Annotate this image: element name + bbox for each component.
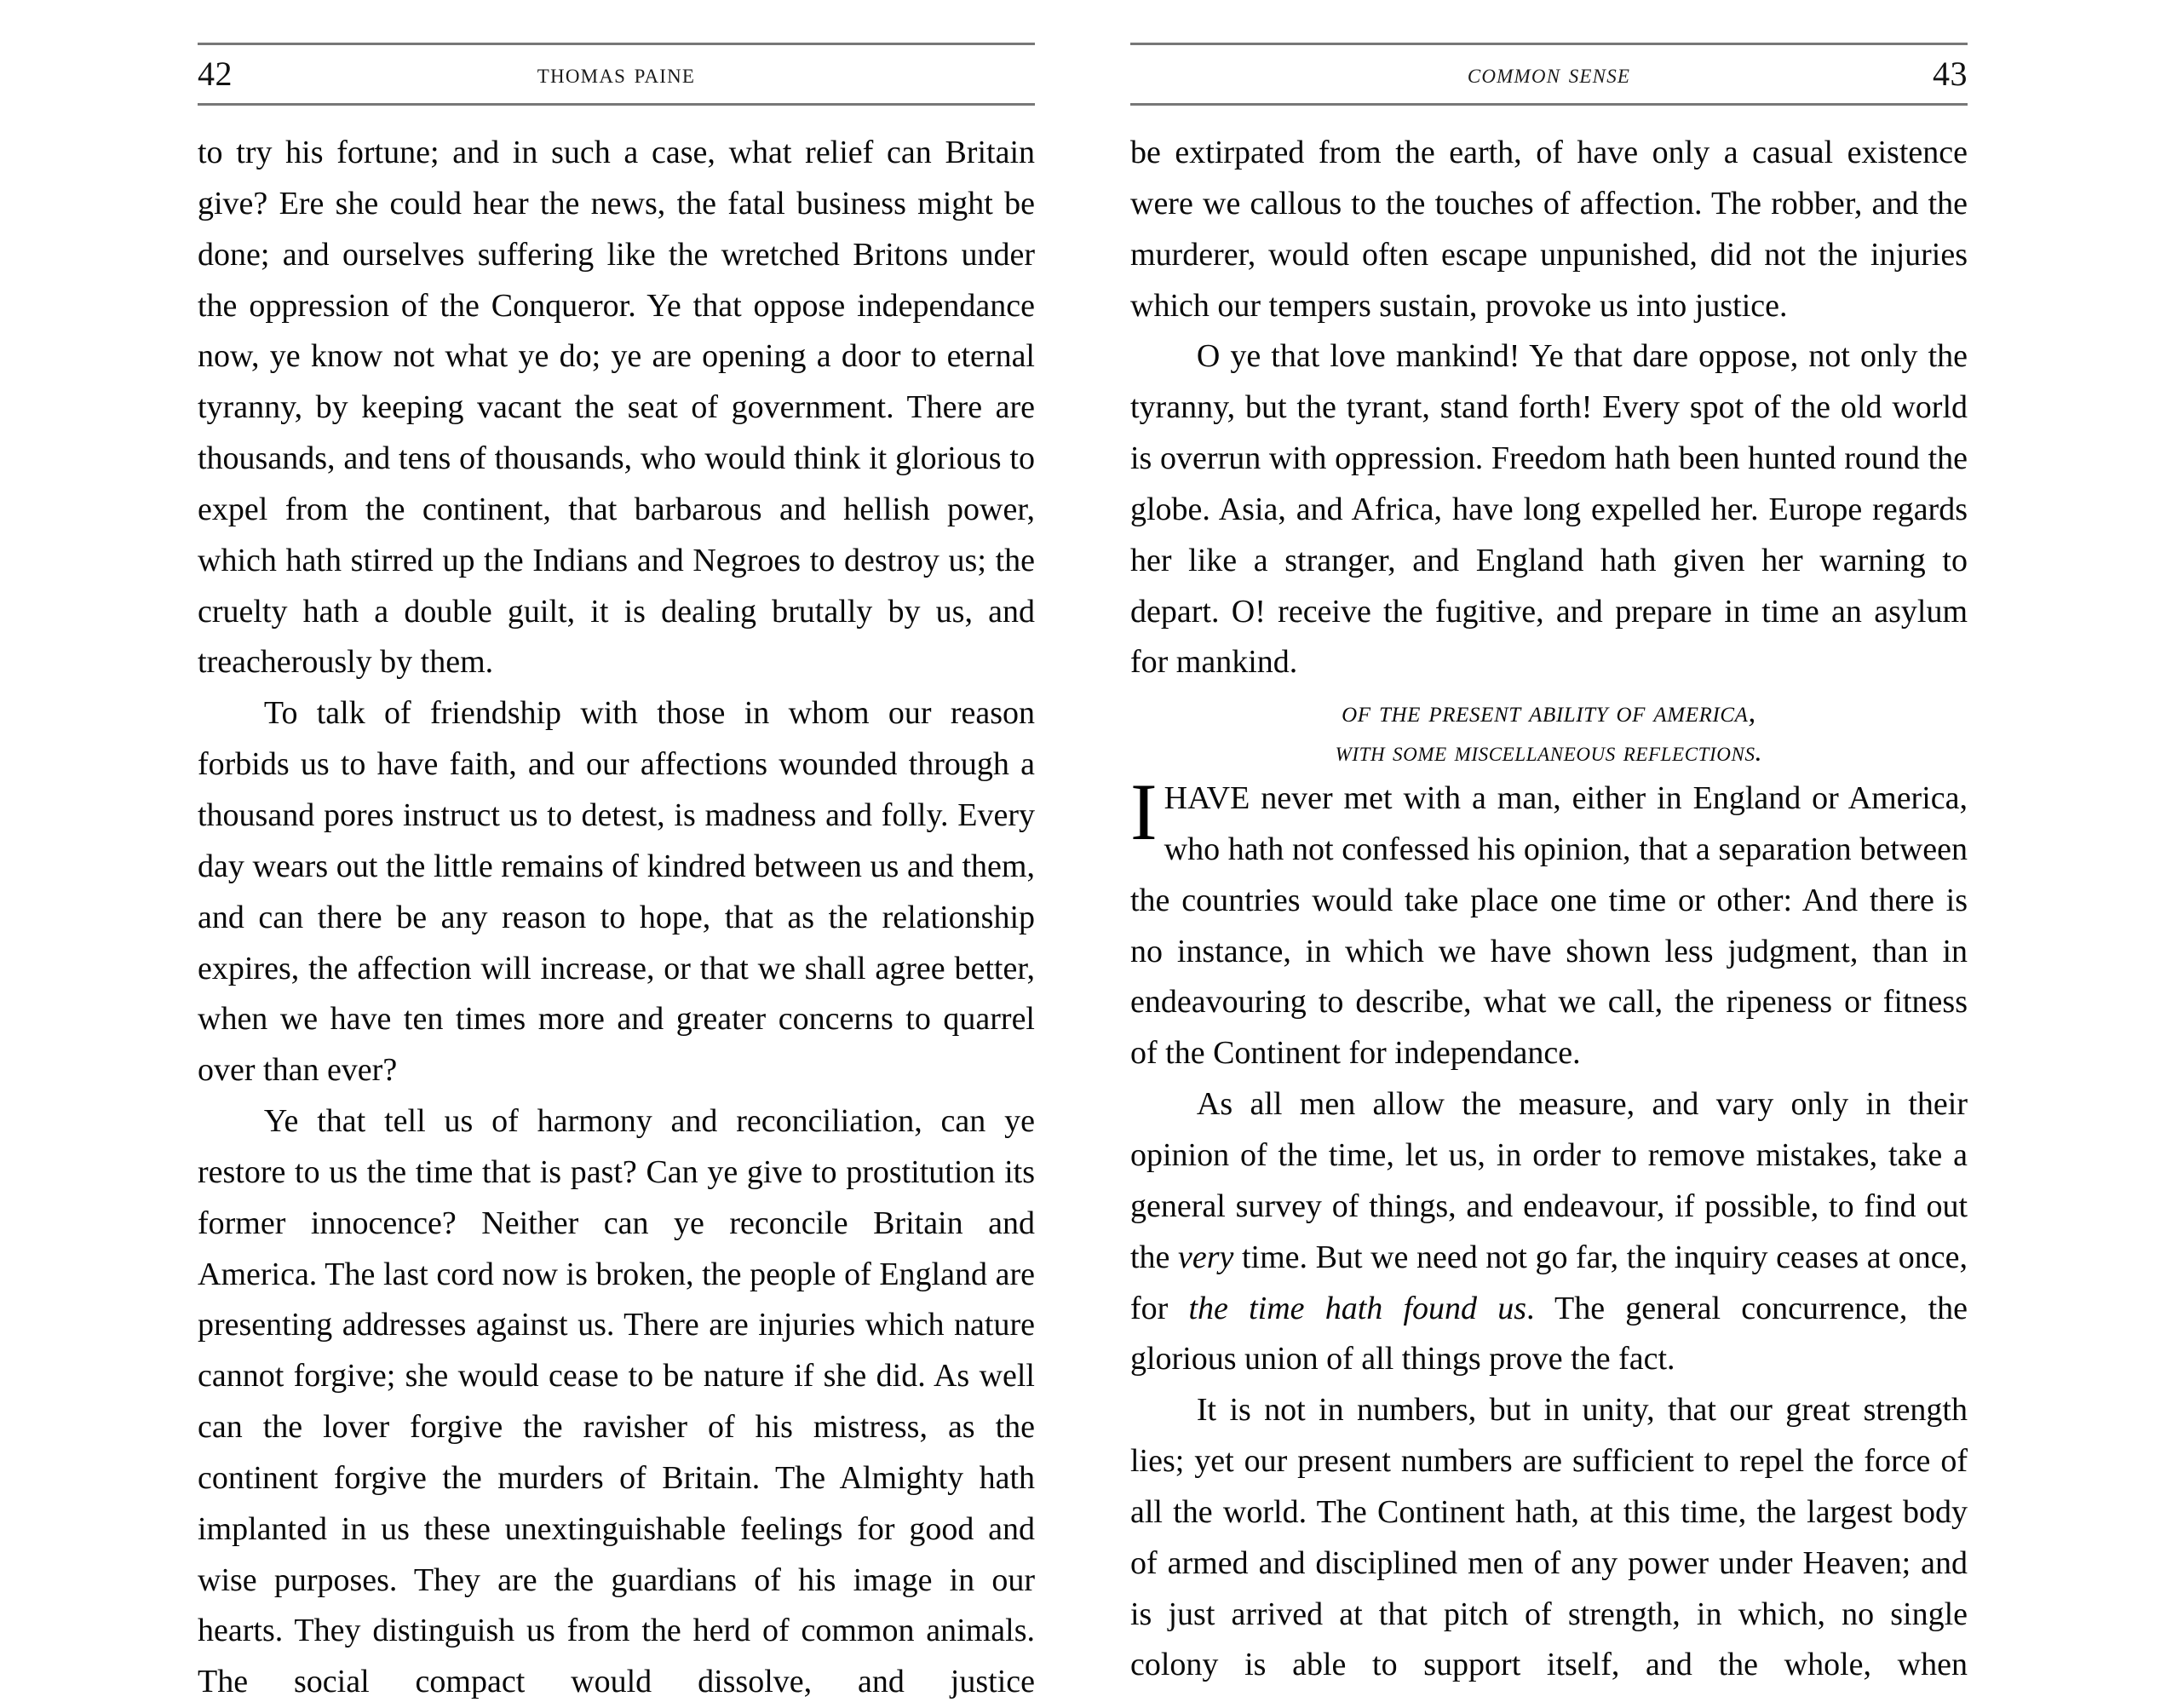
section-heading-line-1: of the present ability of america, (1342, 695, 1756, 729)
paragraph: To talk of friendship with those in whom our reason forbids us to have faith, and our affections wounded through a thousand pores instruct us to detest, is madness and folly. Every day wears out the little remains of kindred between us and them, and can there be any reason to hope, that as the relationship expires, the affection will increase, or that we shall agree better, when we have ten times more and greater concerns to quarrel over than ever? (198, 695, 1035, 1089)
emphasis-time-hath-found-us: the time hath found us (1188, 1290, 1526, 1326)
page-left (0, 0, 1086, 1700)
paragraph-with-dropcap (1130, 767, 1968, 1079)
running-head-right (1130, 43, 1968, 106)
body-column-left (198, 128, 1035, 1708)
running-title-left: thomas paine (537, 58, 696, 89)
paragraph: be extirpated from the earth, of have only a casual existence were we callous to the touches of affection. The robber, and the murderer, would often escape unpunished, did not the injuries which our tempers sustain, provoke us into justice. (1130, 135, 1968, 324)
paragraph: It is not in numbers, but in unity, that our great strength lies; yet our present numbers are sufficient to repel the force of all the world. The Continent hath, at this time, the largest body of armed and disciplined men of any power under Heaven; and is just arrived at that pitch of strength, in which, no single colony is able to support itself, and the whole, when (1130, 1392, 1968, 1683)
paragraph-text: never met with a man, either in England or America, who hath not confessed his opinion, that a separation between the countries would take place one time or other: And there is no instance, in which we have shown less judgment, than in endeavouring to describe, what we call, the ripeness or fitness of the Continent for independance. (1130, 780, 1968, 1072)
paragraph-text-part: As all men allow the measure, and vary only in their opinion of the time, let us, in order to remove mistakes, take a general survey of things, and endeavour, if possible, to find out the (1130, 1086, 1968, 1275)
paragraph-text-part: time. But we need not go far, the inquiry ceases at once, for (1130, 1239, 1968, 1326)
paragraph (1130, 1079, 1968, 1385)
opening-caps-run: HAVE (1164, 780, 1250, 817)
folio-right: 43 (1933, 55, 1968, 93)
paragraph: Ye that tell us of harmony and reconciliation, can ye restore to us the time that is past? Can ye give to prostitution its former innocence? Neither can ye reconcile Britain and America. The last cord now is broken, the people of England are presenting addresses against us. There are injuries which nature cannot forgive; she would cease to be nature if she did. As well can the lover forgive the ravisher of his mistress, as the continent forgive the murders of Britain. The Almighty hath implanted in us these unextinguishable feelings for good and wise purposes. They are the guardians of his image in our hearts. They distinguish us from the herd of common animals. The social compact would dissolve, and justice (198, 1103, 1035, 1700)
emphasis-very: very (1178, 1239, 1234, 1275)
paragraph: to try his fortune; and in such a case, what relief can Britain give? Ere she could hear the news, the fatal business might be done; and ourselves suffering like the wretched Britons under the oppression of the Conqueror. Ye that oppose independance now, ye know not what ye do; ye are opening a door to eternal tyranny, by keeping vacant the seat of government. There are thousands, and tens of thousands, who would think it glorious to expel from the continent, that barbarous and hellish power, which hath stirred up the Indians and Negroes to destroy us; the cruelty hath a double guilt, it is dealing brutally by us, and treacherously by them. (198, 135, 1035, 681)
drop-cap: I (1130, 767, 1158, 858)
section-heading (1130, 692, 1968, 772)
folio-left: 42 (198, 55, 233, 93)
paragraph-text-part: . The general concurrence, the glorious union of all things prove the fact. (1130, 1290, 1968, 1377)
running-title-right: common sense (1467, 58, 1631, 89)
page-right (1086, 0, 2172, 1683)
section-heading-line-2: with some miscellaneous reflections. (1335, 736, 1763, 768)
paragraph: O ye that love mankind! Ye that dare oppose, not only the tyranny, but the tyrant, stand forth! Every spot of the old world is overrun with oppression. Freedom hath been hunted round the globe. Asia, and Africa, have long expelled her. Europe regards her like a stranger, and England hath given her warning to depart. O! receive the fugitive, and prepare in time an asylum for mankind. (1130, 338, 1968, 681)
running-head-left (198, 43, 1035, 106)
body-column-right (1130, 128, 1968, 1691)
